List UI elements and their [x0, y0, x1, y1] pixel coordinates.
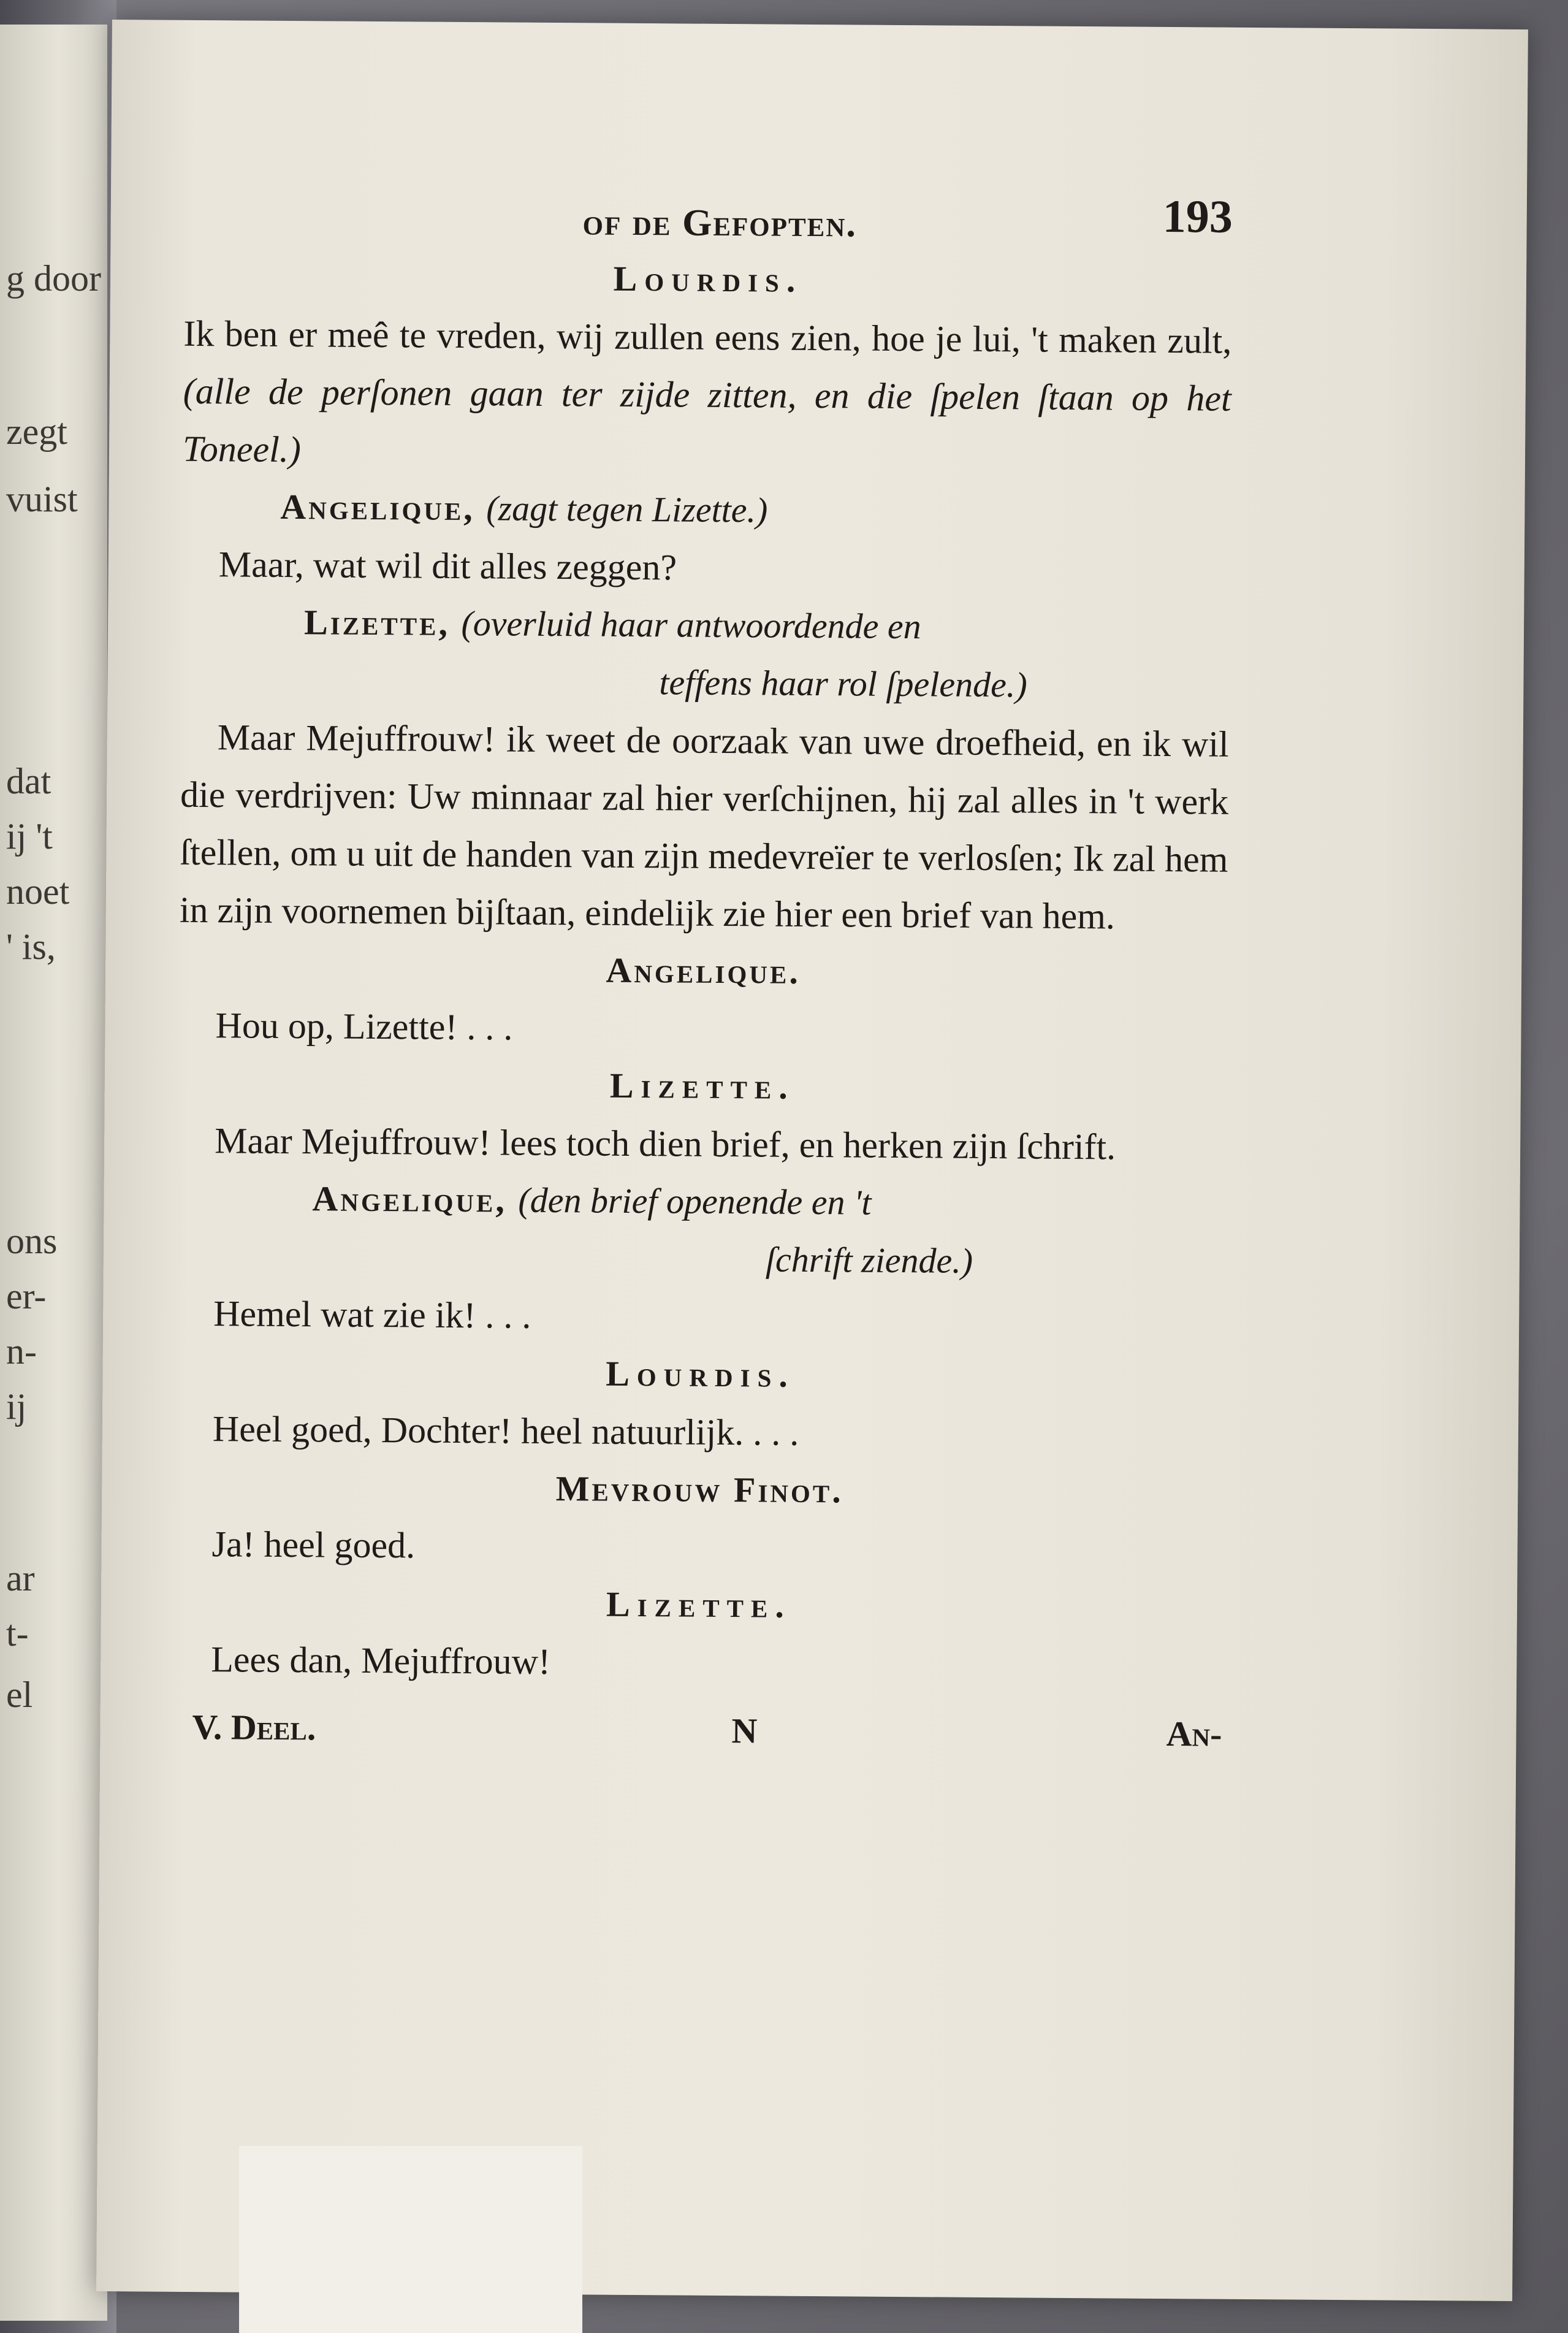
left-fragment: n- [6, 1331, 37, 1372]
dialogue-line: Ik ben er meê te vreden, wij zullen eens zien, hoe je lui, 't maken zult, [183, 313, 1232, 361]
left-fragment: er- [6, 1276, 47, 1316]
stage-direction-cont: ſchrift ziende.) [765, 1239, 973, 1281]
dialogue-text: Hou op, Lizette! . . . [215, 1005, 513, 1048]
left-fragment: g door [6, 258, 101, 299]
page-number: 193 [1162, 190, 1233, 243]
dialogue-text: Maar Mejuffrouw! lees toch dien brief, en herken zijn ſchrift. [214, 1120, 1116, 1167]
page-footer [173, 1700, 1222, 1769]
left-fragment: dat [6, 761, 51, 801]
stage-direction: (den brief openende en 't [518, 1180, 872, 1223]
speaker-heading: Lizette. [606, 1584, 792, 1625]
speaker-heading: Lourdis. [605, 1353, 796, 1395]
light-patch [239, 2146, 582, 2333]
left-fragment: noet [6, 871, 70, 912]
dialogue-text: Ja! heel goed. [211, 1524, 416, 1566]
page-content [173, 180, 1233, 1769]
speaker-heading-with-direction [182, 478, 1231, 543]
left-fragment: vuist [6, 479, 78, 519]
dialogue-text: Hemel wat zie ik! . . . [213, 1293, 531, 1336]
left-page-edge [0, 25, 107, 2321]
stage-direction: (alle de perſonen gaan ter zijde zitten, en die ſpelen ſtaan op het Toneel.) [182, 370, 1231, 470]
signature-mark: N [731, 1711, 758, 1751]
running-head [184, 180, 1233, 254]
speaker-name: Angelique, [280, 486, 476, 529]
dialogue-text: Heel goed, Dochter! heel natuurlijk. . . . [212, 1408, 799, 1453]
speaker-heading: Mevrouw Finot. [555, 1468, 843, 1511]
book-page [96, 20, 1528, 2301]
catchword: An- [1166, 1714, 1222, 1754]
dialogue-text: Lees dan, Mejuffrouw! [211, 1639, 551, 1682]
speaker-heading: Angelique. [606, 950, 801, 991]
stage-direction-cont: teffens haar rol ſpelende.) [659, 662, 1027, 705]
speaker-name: Lizette, [303, 602, 451, 643]
left-fragment: ons [6, 1221, 58, 1261]
speaker-heading-with-direction [177, 1169, 1226, 1292]
running-head-title: of de Gefopten. [582, 201, 858, 245]
speaker-heading: Lizette. [609, 1065, 796, 1107]
volume-signature: V. Deel. [192, 1706, 316, 1748]
left-fragment: ar [6, 1558, 35, 1598]
left-fragment: el [6, 1674, 33, 1715]
stage-direction: (zagt tegen Lizette.) [486, 488, 768, 530]
speaker-heading-with-direction [181, 593, 1230, 716]
left-fragment: ij 't [6, 816, 53, 857]
stage-direction: (overluid haar antwoordende en [461, 603, 921, 647]
dialogue-text [183, 305, 1232, 485]
left-fragment: zegt [6, 411, 67, 452]
dialogue-text: Maar Mejuffrouw! ik weet de oorzaak van uwe droefheid, en ik wil die verdrijven: Uw minnaar zal hier verſchijnen, hij zal alles in 't werk ſtellen, om u uit de handen van zijn medevreïer te verlosſen; Ik zal hem in zijn voornemen bijſtaan, eindelijk zie hier een brief van hem. [179, 717, 1229, 937]
left-fragment: t- [6, 1613, 29, 1654]
left-fragment: ' is, [6, 926, 56, 967]
speaker-name: Angelique, [312, 1178, 508, 1220]
left-fragment: ij [6, 1386, 27, 1427]
speaker-heading: Lourdis. [613, 258, 803, 300]
dialogue-text: Maar, wat wil dit alles zeggen? [218, 544, 677, 588]
